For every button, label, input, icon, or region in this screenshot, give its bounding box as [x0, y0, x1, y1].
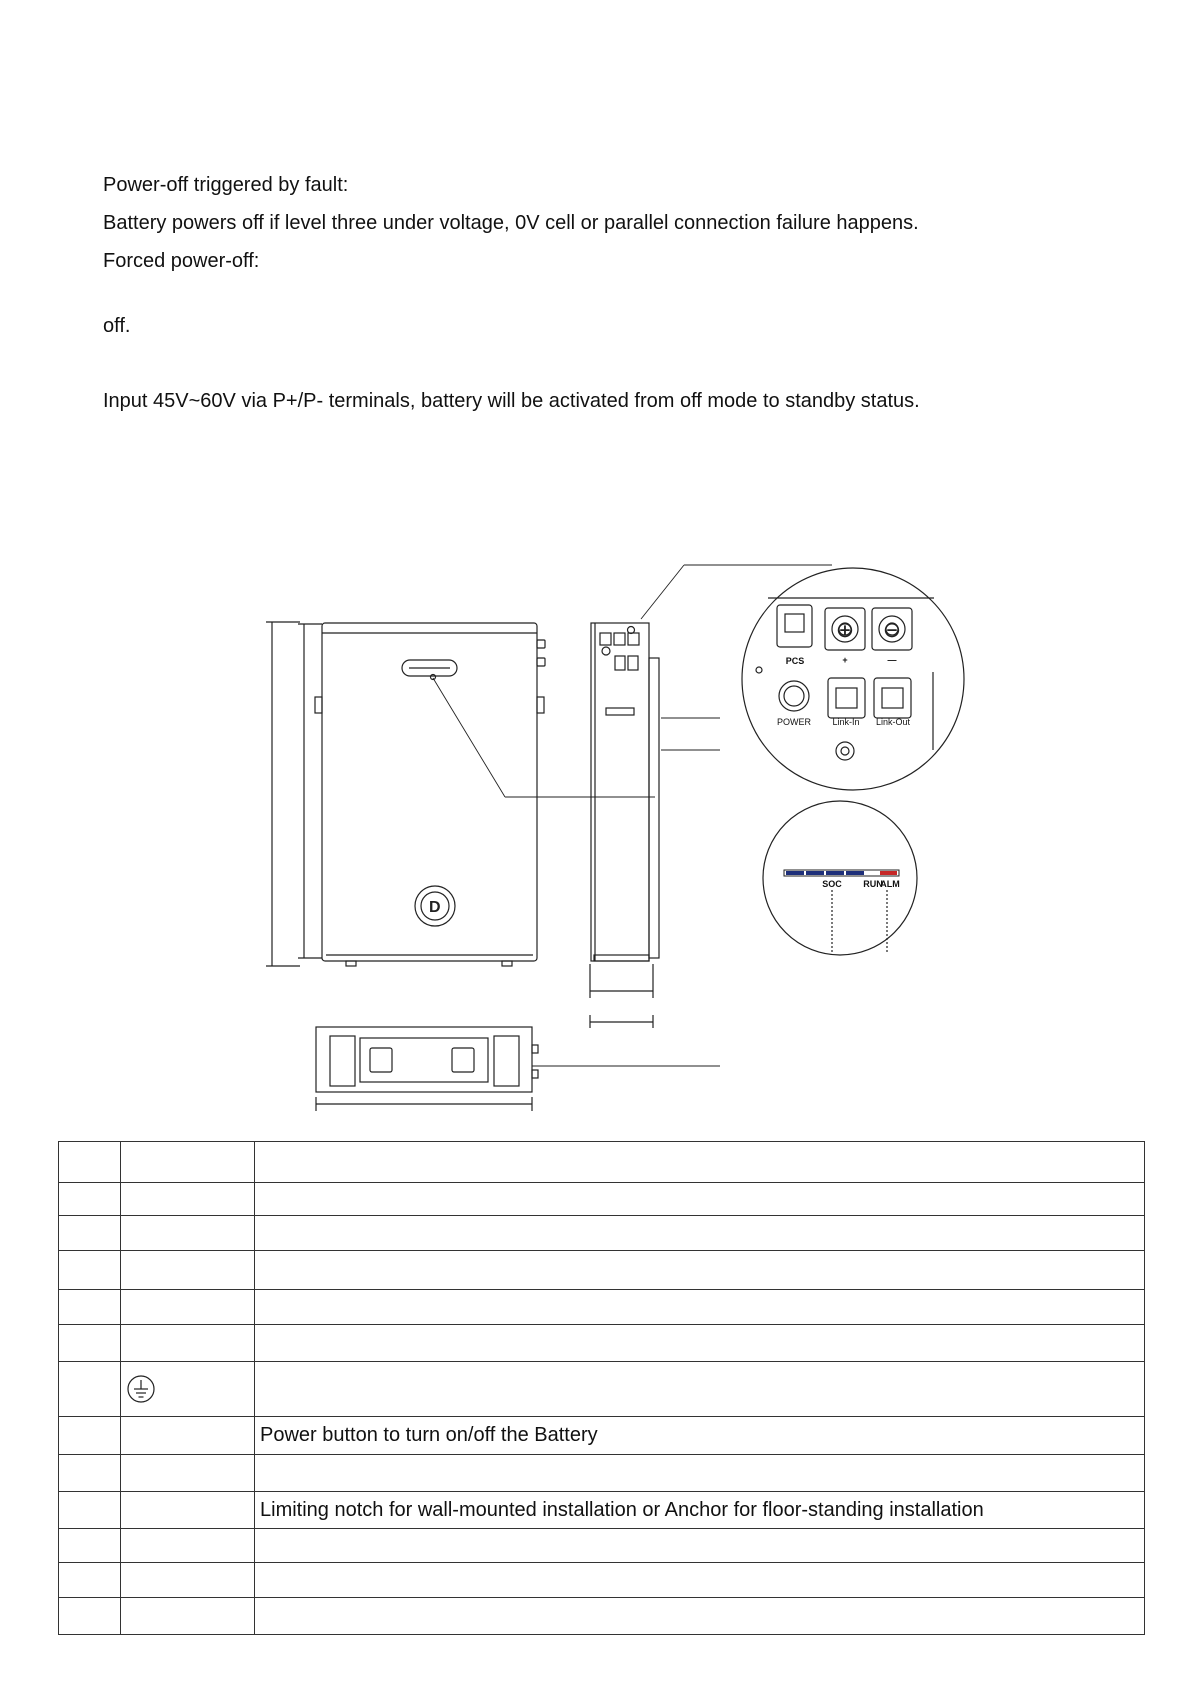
- ports-detail-circle: [742, 568, 964, 790]
- table-row: [59, 1362, 1145, 1417]
- row-number: [59, 1492, 121, 1529]
- led-detail-circle: [763, 801, 917, 955]
- row-description: [255, 1362, 1145, 1417]
- row-number: [59, 1563, 121, 1598]
- table-row: [59, 1290, 1145, 1325]
- table-row: [59, 1325, 1145, 1362]
- table-row: [59, 1598, 1145, 1635]
- row-number: [59, 1290, 121, 1325]
- row-description: [255, 1455, 1145, 1492]
- row-item: [121, 1251, 255, 1290]
- row-item: [121, 1183, 255, 1216]
- power-button-label: POWER: [776, 717, 812, 727]
- row-description: [255, 1251, 1145, 1290]
- row-number: [59, 1362, 121, 1417]
- table-row: [59, 1563, 1145, 1598]
- pcs-port-label: PCS: [785, 656, 805, 666]
- top-view: [316, 1027, 720, 1111]
- row-item: [121, 1216, 255, 1251]
- component-table: [58, 1141, 1145, 1635]
- row-item: [121, 1142, 255, 1183]
- table-row: [59, 1455, 1145, 1492]
- row-description: Limiting notch for wall-mounted installation or Anchor for floor-standing installation: [255, 1492, 1145, 1529]
- paragraph-poweroff-fault-heading: Power-off triggered by fault:: [103, 174, 349, 196]
- table-row: [59, 1183, 1145, 1216]
- brand-logo-icon: D: [429, 899, 441, 916]
- row-description: [255, 1325, 1145, 1362]
- minus-terminal-icon: ⊖: [882, 617, 902, 642]
- row-number: [59, 1598, 121, 1635]
- row-number: [59, 1216, 121, 1251]
- row-number: [59, 1142, 121, 1183]
- soc-led-label: SOC: [822, 879, 842, 889]
- row-description: [255, 1563, 1145, 1598]
- row-description: [255, 1216, 1145, 1251]
- link-in-port-label: Link-In: [832, 717, 860, 727]
- row-item: [121, 1362, 255, 1417]
- row-description: [255, 1142, 1145, 1183]
- row-description: [255, 1290, 1145, 1325]
- table-row: [59, 1492, 1145, 1529]
- table-row: [59, 1216, 1145, 1251]
- row-description: [255, 1598, 1145, 1635]
- side-view: [590, 565, 832, 1028]
- row-item: [121, 1325, 255, 1362]
- table-row: [59, 1142, 1145, 1183]
- table-row: [59, 1417, 1145, 1455]
- plus-label: +: [842, 655, 848, 665]
- row-item: [121, 1529, 255, 1563]
- row-number: [59, 1529, 121, 1563]
- led-bar: [784, 870, 899, 876]
- plus-terminal-icon: ⊕: [835, 617, 855, 642]
- row-number: [59, 1251, 121, 1290]
- row-item: [121, 1598, 255, 1635]
- row-description: Power button to turn on/off the Battery: [255, 1417, 1145, 1455]
- alm-led-label: ALM: [880, 879, 900, 889]
- row-number: [59, 1325, 121, 1362]
- row-number: [59, 1417, 121, 1455]
- row-item: [121, 1492, 255, 1529]
- row-item: [121, 1563, 255, 1598]
- row-number: [59, 1183, 121, 1216]
- row-description: [255, 1183, 1145, 1216]
- table-row: [59, 1529, 1145, 1563]
- table-row: [59, 1251, 1145, 1290]
- row-item: [121, 1290, 255, 1325]
- ground-icon: [126, 1374, 156, 1404]
- row-number: [59, 1455, 121, 1492]
- run-led-label: RUN: [863, 879, 883, 889]
- row-description: [255, 1529, 1145, 1563]
- paragraph-activation: Input 45V~60V via P+/P- terminals, battery will be activated from off mode to standby status.: [103, 390, 920, 412]
- minus-label: —: [887, 655, 897, 665]
- link-out-port-label: Link-Out: [875, 717, 911, 727]
- paragraph-poweroff-fault-body: Battery powers off if level three under voltage, 0V cell or parallel connection failure happens.: [103, 212, 919, 234]
- paragraph-forced-poweroff-tail: off.: [103, 315, 131, 337]
- paragraph-forced-poweroff-heading: Forced power-off:: [103, 250, 260, 272]
- row-item: [121, 1455, 255, 1492]
- row-item: [121, 1417, 255, 1455]
